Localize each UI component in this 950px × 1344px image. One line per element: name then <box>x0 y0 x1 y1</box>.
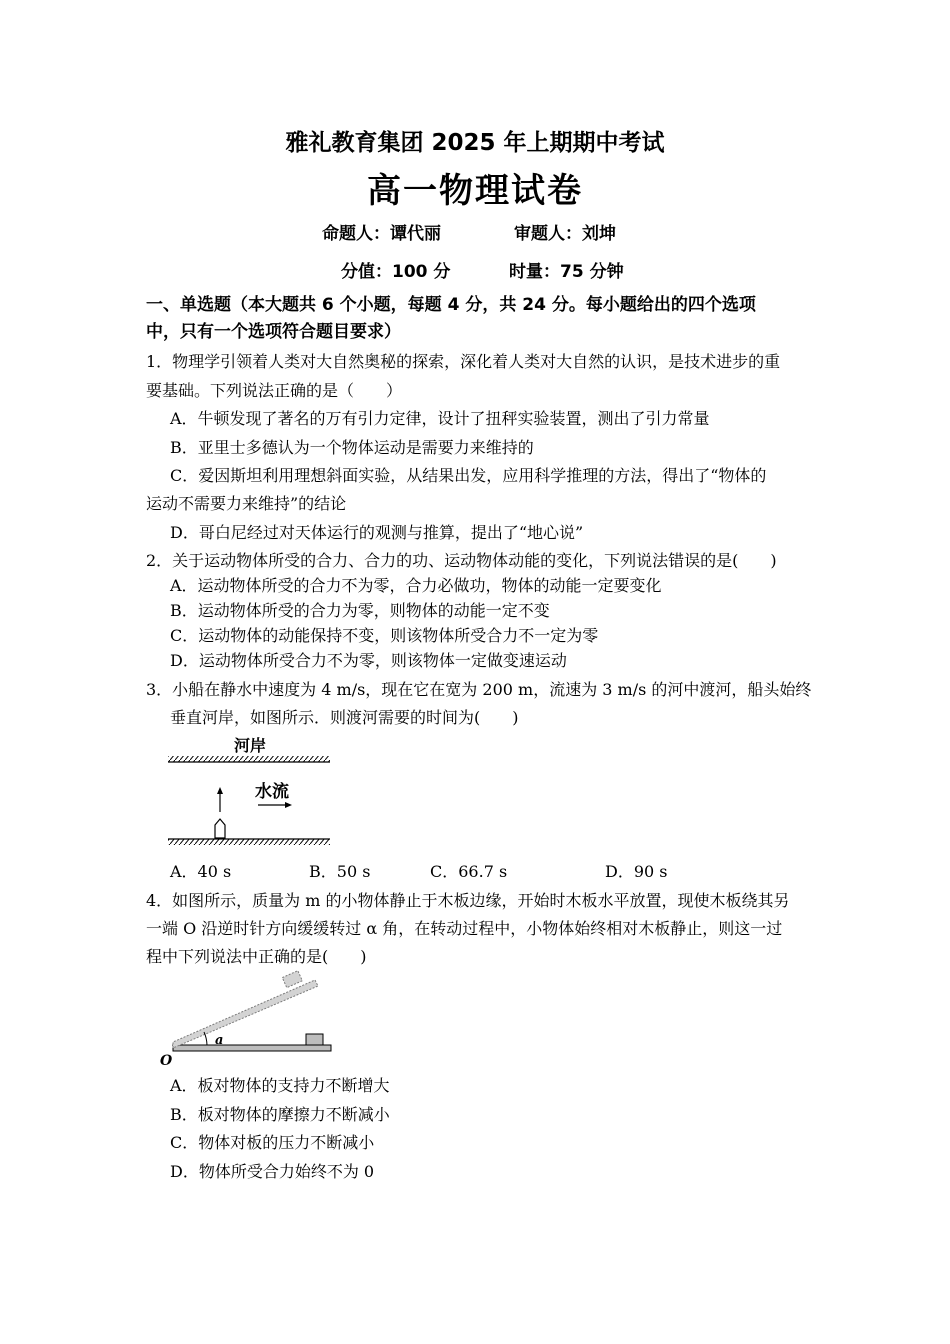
author-line: 命题人：谭代丽 <box>322 224 441 244</box>
section-heading-1: 一、单选题（本大题共 6 个小题，每题 4 分，共 24 分。每小题给出的四个选项 <box>146 295 756 315</box>
q4-option-c: C．物体对板的压力不断减小 <box>170 1133 375 1152</box>
q1-option-b: B．亚里士多德认为一个物体运动是需要力来维持的 <box>170 438 534 457</box>
q1-option-c-1: C．爱因斯坦利用理想斜面实验，从结果出发，应用科学推理的方法，得出了“物体的 <box>170 466 767 485</box>
q4-option-b: B．板对物体的摩擦力不断减小 <box>170 1105 390 1124</box>
board-rotated <box>173 980 318 1048</box>
q1-option-d: D．哥白尼经过对天体运行的观测与推算，提出了“地心说” <box>170 523 584 542</box>
pivot-label: O <box>160 1053 173 1069</box>
boat-icon <box>215 819 225 838</box>
boat-arrow-head <box>217 787 223 794</box>
reviewer-line: 审题人：刘坤 <box>514 224 616 244</box>
q1-option-c-2: 运动不需要力来维持”的结论 <box>146 494 347 513</box>
q3-option-b: B．50 s <box>309 862 371 881</box>
q3-option-d: D．90 s <box>605 862 668 881</box>
q1-option-a: A．牛顿发现了著名的万有引力定律，设计了扭秤实验装置，测出了引力常量 <box>170 409 710 428</box>
q3-stem-2: 垂直河岸，如图所示．则渡河需要的时间为( ) <box>170 708 519 727</box>
near-bank-hatching <box>168 839 330 845</box>
q4-option-d: D．物体所受合力始终不为 0 <box>170 1162 375 1181</box>
q4-stem-2: 一端 O 沿逆时针方向缓缓转过 α 角，在转动过程中，小物体始终相对木板静止，则这一过 <box>146 919 783 938</box>
q2-stem: 2．关于运动物体所受的合力、合力的功、运动物体动能的变化，下列说法错误的是( ) <box>146 551 777 570</box>
school-title: 雅礼教育集团 2025 年上期期中考试 <box>285 130 665 156</box>
far-bank-hatching <box>168 756 330 762</box>
q3-stem-1: 3．小船在静水中速度为 4 m/s，现在它在宽为 200 m，流速为 3 m/s 的河中渡河，船头始终 <box>146 680 812 699</box>
river-figure <box>160 730 340 855</box>
score-line: 分值：100 分 <box>341 262 451 282</box>
q3-option-c: C．66.7 s <box>430 862 508 881</box>
q1-stem-1: 1．物理学引领着人类对大自然奥秘的探索，深化着人类对大自然的认识，是技术进步的重 <box>146 352 781 371</box>
board-horizontal <box>173 1045 331 1051</box>
bank-label: 河岸 <box>234 736 267 755</box>
flow-label: 水流 <box>255 782 289 802</box>
block-initial <box>306 1034 323 1045</box>
angle-label: a <box>215 1033 224 1048</box>
q4-stem-3: 程中下列说法中正确的是( ) <box>146 947 367 966</box>
q2-option-b: B．运动物体所受的合力为零，则物体的动能一定不变 <box>170 601 550 620</box>
q2-option-a: A．运动物体所受的合力不为零，合力必做功，物体的动能一定要变化 <box>170 576 662 595</box>
subject-title: 高一物理试卷 <box>367 171 583 211</box>
q4-stem-1: 4．如图所示，质量为 m 的小物体静止于木板边缘，开始时木板水平放置，现使木板绕其另 <box>146 891 790 910</box>
q1-stem-2: 要基础。下列说法正确的是（ ） <box>146 381 403 400</box>
time-line: 时量：75 分钟 <box>509 262 624 282</box>
q2-option-d: D．运动物体所受合力不为零，则该物体一定做变速运动 <box>170 651 567 670</box>
flow-arrow-head <box>285 802 292 808</box>
block-rotated <box>282 971 302 988</box>
q4-option-a: A．板对物体的支持力不断增大 <box>170 1076 390 1095</box>
section-heading-2: 中，只有一个选项符合题目要求） <box>146 322 401 342</box>
q3-option-a: A．40 s <box>170 862 232 881</box>
q2-option-c: C．运动物体的动能保持不变，则该物体所受合力不一定为零 <box>170 626 599 645</box>
incline-figure <box>155 968 345 1070</box>
